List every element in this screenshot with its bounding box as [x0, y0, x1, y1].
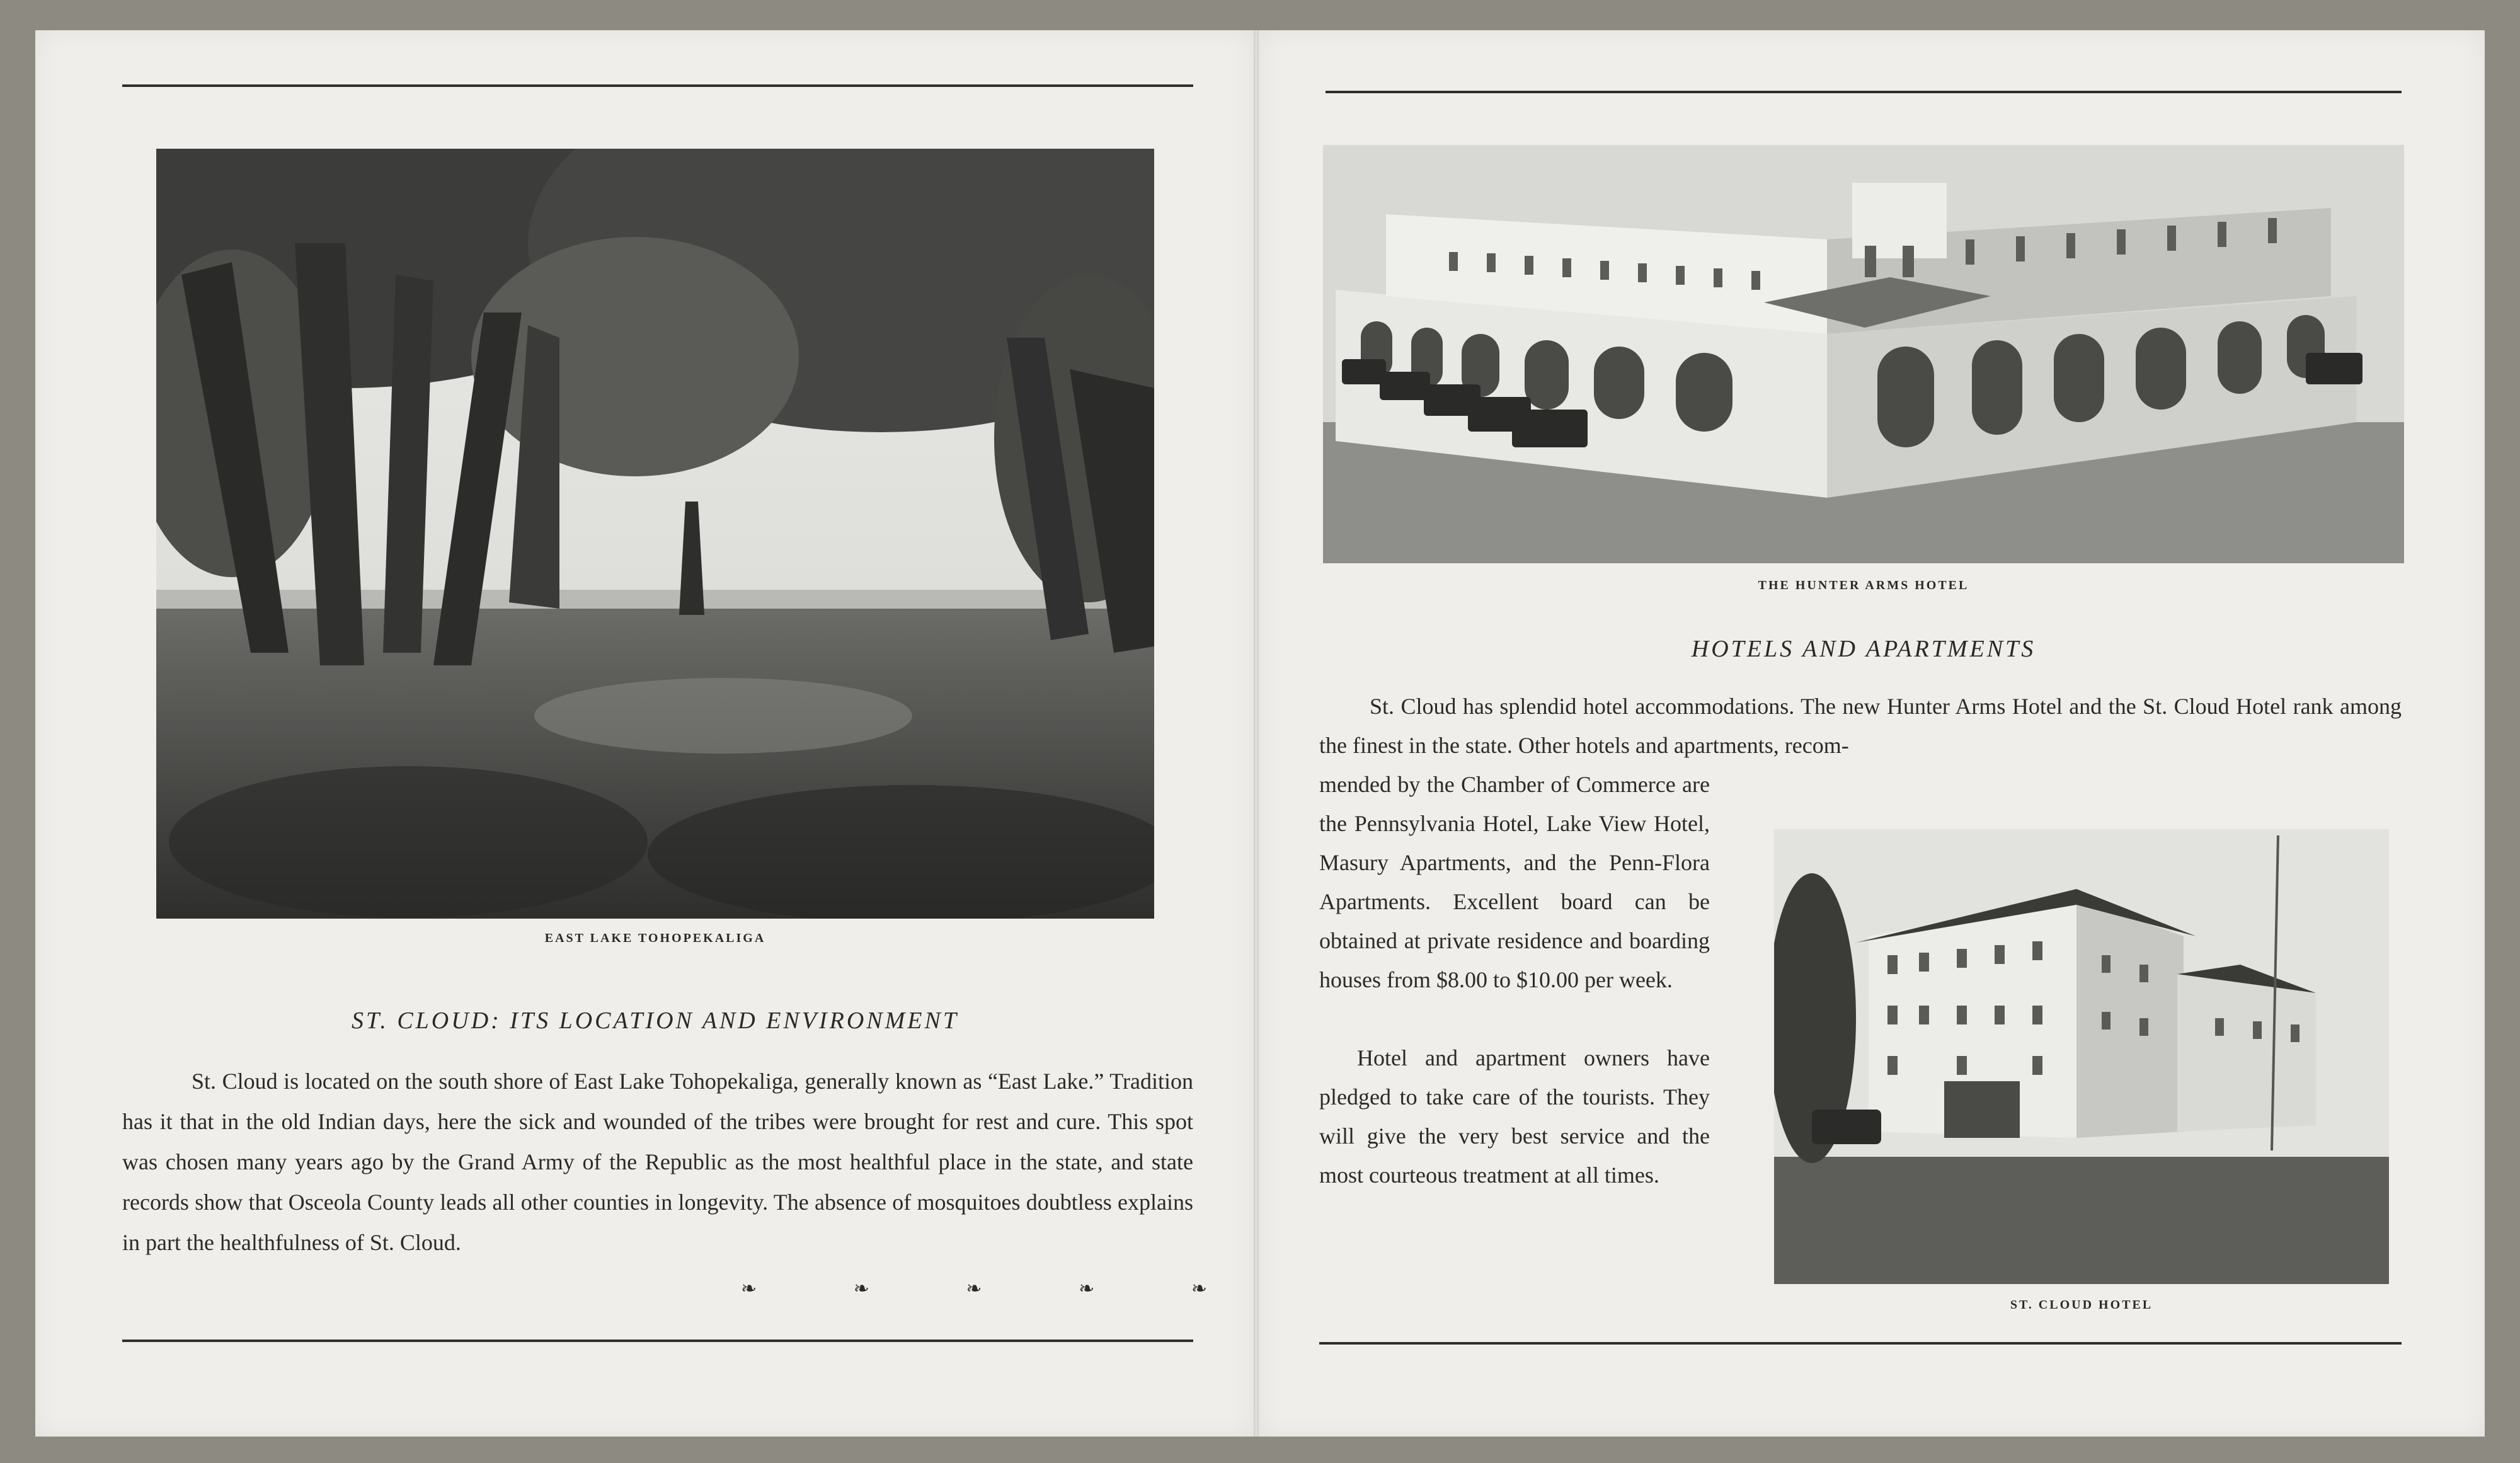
- hunter-arms-caption: THE HUNTER ARMS HOTEL: [1758, 578, 1969, 592]
- st-cloud-hotel-image: [1774, 829, 2389, 1284]
- top-rule-right: [1326, 91, 2402, 93]
- st-cloud-hotel-photo: [1774, 829, 2389, 1284]
- hunter-arms-hotel-image: [1323, 145, 2404, 563]
- hotels-column-text: [1319, 765, 1710, 1195]
- bottom-rule-right: [1319, 1342, 2402, 1345]
- left-section-heading: ST. CLOUD: ITS LOCATION AND ENVIRONMENT: [352, 1007, 959, 1034]
- location-paragraph: St. Cloud is located on the south shore of East Lake Tohopekaliga, generally known as “East Lake.” Tradition has it that in the old Indian days, here the sick and wounded of the tribes were brought for rest and cure. This spot was chosen many years ago by the Grand Army of the Republic as the most healthful place in the state, and state records show that Osceola County leads all other counties in longevity. The absence of mosquitoes doubtless explains in part the healthfulness of St. Cloud.: [122, 1069, 1193, 1255]
- top-rule-left: [122, 84, 1193, 87]
- leaf-ornament-icon: ❧: [1079, 1278, 1095, 1299]
- bottom-rule-left: [122, 1340, 1193, 1342]
- leaf-ornament-icon: ❧: [1191, 1278, 1207, 1299]
- left-page: [35, 30, 1254, 1437]
- hotels-list-paragraph: mended by the Chamber of Commerce are the Pennsylvania Hotel, Lake View Hotel, Masury Apartments, and the Penn-Flora Apartments. Excellent board can be obtained at private residence and boarding houses from $8.00 to $10.00 per week.: [1319, 772, 1710, 992]
- leaf-ornament-icon: ❧: [853, 1278, 869, 1299]
- east-lake-photo-image: [156, 149, 1154, 919]
- ornament-row: [741, 1278, 1207, 1300]
- east-lake-caption: EAST LAKE TOHOPEKALIGA: [544, 931, 766, 945]
- east-lake-photo: [156, 149, 1154, 919]
- left-body-text: [122, 1061, 1193, 1263]
- right-page: [1259, 30, 2485, 1437]
- st-cloud-hotel-caption: ST. CLOUD HOTEL: [2010, 1298, 2153, 1312]
- page-gutter: [1254, 30, 1259, 1437]
- owners-paragraph: Hotel and apartment owners have pledged to take care of the tourists. They will give the very best service and the most courteous treatment at all times.: [1319, 1045, 1710, 1188]
- leaf-ornament-icon: ❧: [741, 1278, 757, 1299]
- leaf-ornament-icon: ❧: [966, 1278, 982, 1299]
- hunter-arms-hotel-photo: [1323, 145, 2404, 563]
- hotels-intro-text: St. Cloud has splendid hotel accommodations. The new Hunter Arms Hotel and the St. Cloud Hotel rank among the finest in the state. Other hotels and apartments, recom-: [1319, 694, 2402, 758]
- right-section-heading: HOTELS AND APARTMENTS: [1691, 636, 2036, 662]
